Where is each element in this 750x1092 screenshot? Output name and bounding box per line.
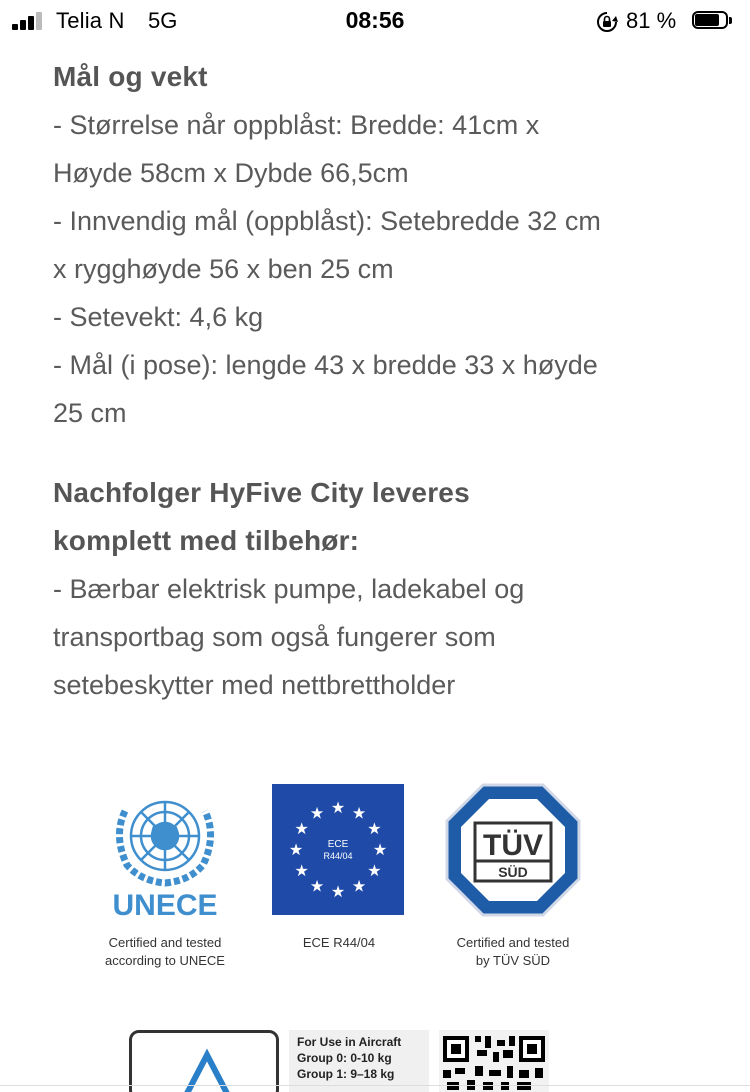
caption-line: Certified and tested xyxy=(108,935,222,950)
star-icon: ★ xyxy=(309,805,325,823)
heading-line: Nachfolger HyFive City leveres xyxy=(53,477,470,508)
sud-text: SÜD xyxy=(498,864,528,880)
star-icon: ★ xyxy=(309,878,325,896)
text-line: - Mål (i pose): lengde 43 x bredde 33 x høyde xyxy=(53,350,598,380)
star-icon: ★ xyxy=(367,821,382,838)
text-line: x rygghøyde 56 x ben 25 cm xyxy=(53,254,394,284)
aircraft-line: Group 0: 0-10 kg xyxy=(297,1051,392,1065)
star-icon: ★ xyxy=(351,805,367,823)
text-line: Høyde 58cm x Dybde 66,5cm xyxy=(53,158,409,188)
cert-caption xyxy=(95,934,235,970)
orientation-lock-icon xyxy=(596,11,618,33)
text-line: - Innvendig mål (oppblåst): Setebredde 32 cm xyxy=(53,206,601,236)
ece-regulation-text: R44/04 xyxy=(323,851,353,861)
caption-line: Certified and tested xyxy=(456,935,570,950)
ece-text: ECE xyxy=(327,839,349,850)
product-description xyxy=(53,53,733,709)
triangle-logo-icon xyxy=(132,1033,279,1092)
network-type: 5G xyxy=(148,8,178,33)
eu-flag-icon xyxy=(272,781,406,915)
star-icon: ★ xyxy=(330,884,346,901)
qr-code-icon xyxy=(439,1030,549,1092)
text-line: transportbag som også fungerer som xyxy=(53,622,496,652)
aircraft-line: For Use in Aircraft xyxy=(297,1035,402,1049)
battery-icon xyxy=(692,11,734,31)
text-line: - Bærbar elektrisk pumpe, ladekabel og xyxy=(53,574,525,604)
star-icon: ★ xyxy=(294,821,309,838)
text-line: - Setevekt: 4,6 kg xyxy=(53,302,264,332)
star-icon: ★ xyxy=(330,800,346,817)
certification-logos xyxy=(95,781,595,981)
text-line: 25 cm xyxy=(53,398,127,428)
heading-line: komplett med tilbehør: xyxy=(53,525,360,556)
section-heading-dimensions: Mål og vekt xyxy=(53,61,208,92)
tuv-sud-logo-icon xyxy=(443,781,583,921)
star-icon: ★ xyxy=(372,842,388,859)
carrier-name: Telia N xyxy=(56,8,125,33)
battery-percent: 81 % xyxy=(626,8,677,33)
caption-line: according to UNECE xyxy=(105,953,225,968)
cert-caption: ECE R44/04 xyxy=(302,935,376,950)
un-emblem-icon xyxy=(95,781,235,921)
section-heading-accessories xyxy=(53,469,733,565)
caption-line: by TÜV SÜD xyxy=(475,953,551,968)
star-icon: ★ xyxy=(367,863,382,880)
status-time: 08:56 xyxy=(345,7,405,33)
divider xyxy=(0,1085,750,1086)
cert-unece xyxy=(95,781,235,970)
star-icon: ★ xyxy=(288,842,304,859)
text-line: setebeskytter med nettbrettholder xyxy=(53,670,456,700)
aircraft-line: Group 1: 9–18 kg xyxy=(297,1067,395,1081)
aircraft-use-label xyxy=(289,1030,429,1092)
tuv-text: TÜV xyxy=(483,829,543,862)
cert-tuv xyxy=(443,781,583,970)
star-icon: ★ xyxy=(351,878,367,896)
status-bar xyxy=(0,0,750,44)
text-line: - Størrelse når oppblåst: Bredde: 41cm x xyxy=(53,110,540,140)
cert-caption xyxy=(443,934,583,970)
approval-mark xyxy=(129,1030,279,1092)
unece-wordmark: UNECE xyxy=(112,889,218,921)
star-icon: ★ xyxy=(294,863,309,880)
cert-ece xyxy=(272,781,406,952)
aircraft-approval-row xyxy=(129,1030,569,1092)
